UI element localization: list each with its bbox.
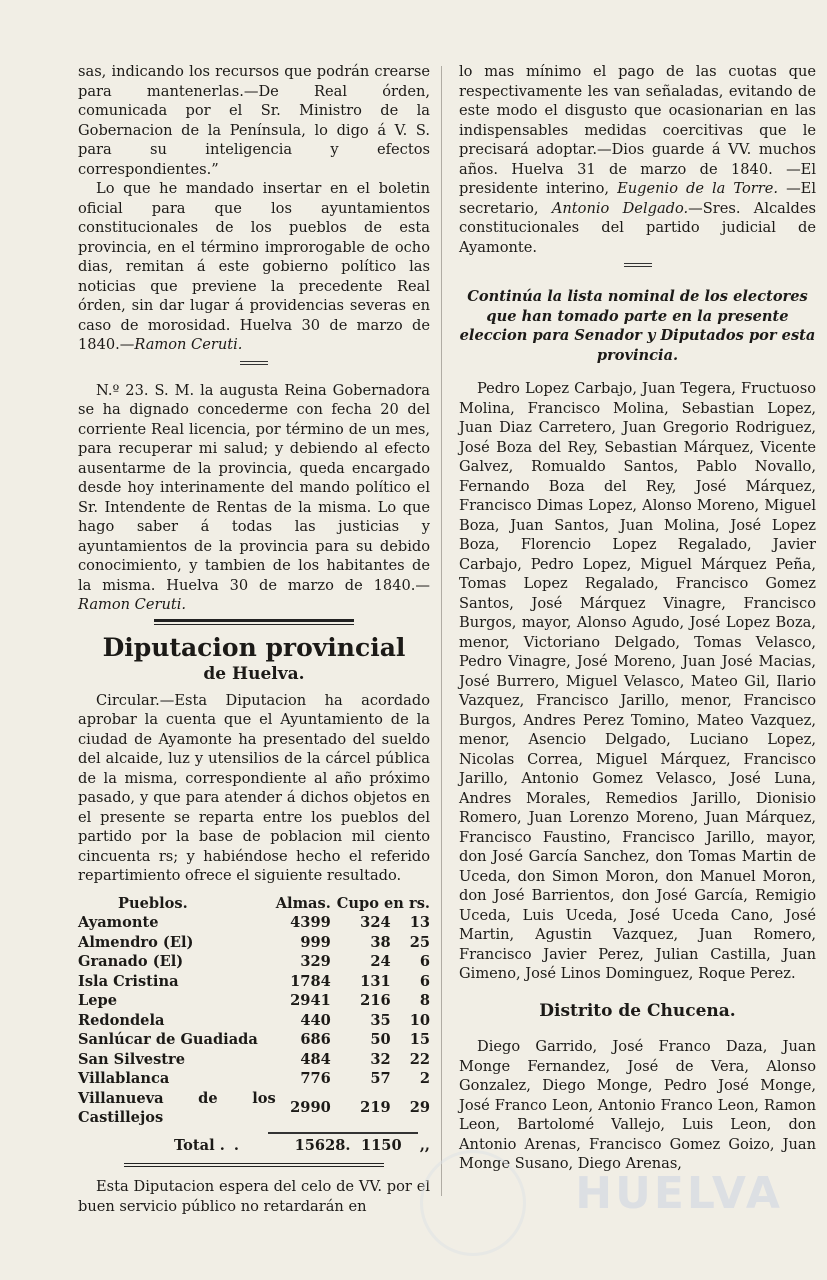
cupo-rs-value: 32 (370, 1050, 391, 1068)
table-row (78, 991, 430, 1011)
cupo-ms-value: 13 (409, 914, 430, 931)
apportionment-table (78, 894, 430, 1128)
town-name: Almendro (El) (78, 933, 194, 951)
table-row (78, 1089, 430, 1128)
paragraph-cuotas (459, 62, 816, 257)
total-ms: ,, (419, 1136, 430, 1154)
table-row (78, 913, 430, 933)
cupo-rs-value: 38 (370, 933, 391, 951)
total-almas: 15628. (294, 1136, 351, 1154)
cupo-ms-value: 8 (419, 992, 430, 1009)
signature: Ramon Ceruti. (134, 336, 243, 353)
electors-list-chucena: Diego Garrido, José Franco Daza, Juan Monge Fernandez, José de Vera, Alonso Gonzalez, Diego Monge, Pedro José Monge, José Franco Leon, Antonio Franco Leon, Ramon Leon, Bartolomé Vallejo, Luis Leon, don Antonio Arenas, Francisco Gomez Goizo, Juan Monge Susano, Diego Arenas, (459, 1038, 816, 1172)
paragraph-circular: Circular.—Esta Diputacion ha acordado aprobar la cuenta que el Ayuntamiento de la ciudad de Ayamonte ha presentado del sueldo del alcaide, luz y utensilios de la cárcel pública de la misma, correspondiente al año próximo pasado, y que para atender á dichos objetos en el presente se reparta entre los pueblos del partido por la base de poblacion mil ciento cincuenta rs; y habiéndose hecho el referido repartimiento ofrece el siguiente resultado. (78, 691, 430, 884)
cupo-ms-value: 25 (409, 933, 430, 951)
secretary-name: Antonio Delgado. (551, 199, 689, 217)
paragraph-text: Lo que he mandado insertar en el boletin oficial para que los ayuntamientos constitucionales de los pueblos de esta provincia, en el término improrogable de ocho dias, remitan á este gobierno político las noticias que previene la precedente Real órden, sin dar lugar á providencias severas en caso de morosidad. Huelva 30 de marzo de 1840.— (78, 180, 430, 353)
library-seal-watermark (420, 1150, 526, 1256)
almas-value: 686 (300, 1031, 331, 1048)
almas-value: 1784 (290, 972, 331, 990)
cupo-ms-value: 22 (409, 1050, 430, 1068)
almas-value: 4399 (290, 914, 331, 931)
cupo-ms-value: 2 (419, 1070, 430, 1087)
table-body (78, 913, 430, 1128)
cupo-ms-value: 6 (419, 972, 430, 990)
header-cupo: Cupo en rs. (336, 894, 430, 912)
town-name: San Silvestre (78, 1050, 186, 1068)
cupo-rs-value: 35 (370, 1011, 391, 1029)
left-column (78, 62, 430, 1216)
table-row (78, 1011, 430, 1031)
header-almas: Almas. (275, 894, 331, 912)
total-table (78, 1136, 430, 1156)
paragraph-real-orden-end: sas, indicando los recursos que podrán crearse para mantenerlas.—De Real órden, comunicada por el Sr. Ministro de la Gobernacion de la Península, lo digo á V. S. para su inteligencia y efectos correspondientes.” (78, 63, 430, 178)
watermark-logo: HUELVA (575, 1168, 783, 1219)
almas-value: 329 (300, 953, 331, 970)
cupo-rs-value: 57 (370, 1070, 391, 1087)
cupo-ms-value: 10 (409, 1011, 430, 1029)
cupo-rs-value: 216 (360, 992, 391, 1009)
section-title: Diputacion provincial (102, 632, 406, 662)
total-rule (268, 1132, 418, 1134)
table-row (78, 952, 430, 972)
electors-list-heading: Continúa la lista nominal de los electores que han tomado parte en la presente eleccion para Senador y Diputados por esta provincia. (459, 288, 816, 364)
table-row (78, 933, 430, 953)
table-row (78, 1069, 430, 1089)
section-rule (124, 1163, 384, 1167)
total-row (78, 1136, 430, 1156)
header-pueblos: Pueblos. (118, 894, 188, 912)
column-divider (441, 66, 442, 1196)
cupo-ms-value: 29 (409, 1099, 430, 1117)
town-name: Granado (El) (78, 953, 184, 970)
table-row (78, 1030, 430, 1050)
town-name: Lepe (78, 992, 118, 1009)
town-name: Villanueva de los Castillejos (78, 1089, 276, 1126)
cupo-rs-value: 324 (360, 914, 391, 931)
cupo-ms-value: 6 (419, 953, 430, 970)
cupo-rs-value: 50 (370, 1031, 391, 1048)
cupo-rs-value: 219 (360, 1099, 391, 1117)
almas-value: 999 (300, 933, 331, 951)
president-name: Eugenio de la Torre. (617, 180, 779, 197)
town-name: Sanlúcar de Guadiada (78, 1031, 258, 1048)
section-rule (154, 619, 354, 625)
table-row (78, 972, 430, 992)
cupo-rs-value: 24 (370, 953, 391, 970)
total-rs: 1150 (361, 1136, 402, 1154)
town-name: Isla Cristina (78, 972, 179, 990)
signature: Ramon Ceruti. (78, 596, 187, 613)
paragraph-text: lo mas mínimo el pago de las cuotas que respectivamente les van señaladas, evitando de este modo el disgusto que ocasionarian en las indispensables medidas coercitivas que le precisará adoptar.—Dios guarde á VV. muchos años. Huelva 31 de marzo de 1840. —El presidente interino, (459, 63, 816, 197)
table-header-row (78, 894, 430, 914)
town-name: Villablanca (78, 1070, 170, 1087)
paragraph-diputacion-espera: Esta Diputacion espera del celo de VV. por el buen servicio público no retardarán en (78, 1178, 430, 1215)
table-row (78, 1050, 430, 1070)
right-column (459, 62, 816, 1174)
cupo-ms-value: 15 (409, 1031, 430, 1048)
paragraph-n23 (78, 381, 430, 615)
total-label: Total . . (174, 1136, 242, 1154)
cupo-rs-value: 131 (360, 972, 391, 990)
district-heading: Distrito de Chucena. (539, 1000, 736, 1021)
section-subtitle: de Huelva. (203, 663, 305, 684)
almas-value: 2990 (290, 1099, 331, 1117)
town-name: Ayamonte (78, 914, 159, 931)
paragraph-text: —Sres. Alcaldes constitucionales del partido judicial de Ayamonte. (459, 199, 817, 256)
town-name: Redondela (78, 1011, 165, 1029)
separator-ornament (459, 263, 816, 277)
almas-value: 484 (300, 1050, 331, 1068)
paragraph-boletin-insert (78, 179, 430, 355)
separator-ornament (78, 361, 430, 375)
electors-list: Pedro Lopez Carbajo, Juan Tegera, Fructuoso Molina, Francisco Molina, Sebastian Lopez, Juan Diaz Carretero, Juan Gregorio Rodriguez, José Boza del Rey, Sebastian Márquez, Vicente Galvez, Romualdo Santos, Pablo Novallo, Fernando Boza del Rey, José Márquez, Francisco Dimas Lopez, Alonso Moreno, Miguel Boza, Juan Santos, Juan Molina, José Lopez Boza, Florencio Lopez Regalado, Javier Carbajo, Pedro Lopez, Miguel Márquez Peña, Tomas Lopez Regalado, Francisco Gomez Santos, José Márquez Vinagre, Francisco Burgos, mayor, Alonso Agudo, José Lopez Boza, menor, Victoriano Delgado, Tomas Velasco, Pedro Vinagre, José Moreno, Juan José Macias, José Burrero, Miguel Velasco, Mateo Gil, Ilario Vazquez, Francisco Jarillo, menor, Francisco Burgos, Andres Perez Tomino, Mateo Vazquez, menor, Asencio Delgado, Luciano Lopez, Nicolas Correa, Miguel Márquez, Francisco Jarillo, Antonio Gomez Velasco, José Luna, Andres Morales, Remedios Jarillo, Dionisio Romero, Juan Lorenzo Moreno, Juan Márquez, Francisco Faustino, Francisco Jarillo, mayor, don José García Sanchez, don Tomas Martin de Uceda, don Simon Moron, don Manuel Moron, don José Barrientos, don José García, Remigio Uceda, Luis Uceda, José Uceda Cano, José Martin, Agustin Vazquez, Juan Romero, Francisco Javier Perez, Julian Castilla, Juan Gimeno, José Linos Dominguez, Roque Perez. (459, 380, 816, 982)
almas-value: 776 (300, 1070, 331, 1087)
almas-value: 440 (300, 1011, 331, 1029)
almas-value: 2941 (290, 992, 331, 1009)
paragraph-text: N.º 23. S. M. la augusta Reina Gobernadora se ha dignado concederme con fecha 20 del corriente Real licencia, por término de un mes, para recuperar mi salud; y debiendo al efecto ausentarme de la provincia, queda encargado desde hoy interinamente del mando político el Sr. Intendente de Rentas de la misma. Lo que hago saber á todas las justicias y ayuntamientos de la provincia para su debido conocimiento, y tambien de los habitantes de la misma. Huelva 30 de marzo de 1840.— (78, 381, 430, 594)
paragraph-text: —El secretario, (459, 180, 816, 217)
